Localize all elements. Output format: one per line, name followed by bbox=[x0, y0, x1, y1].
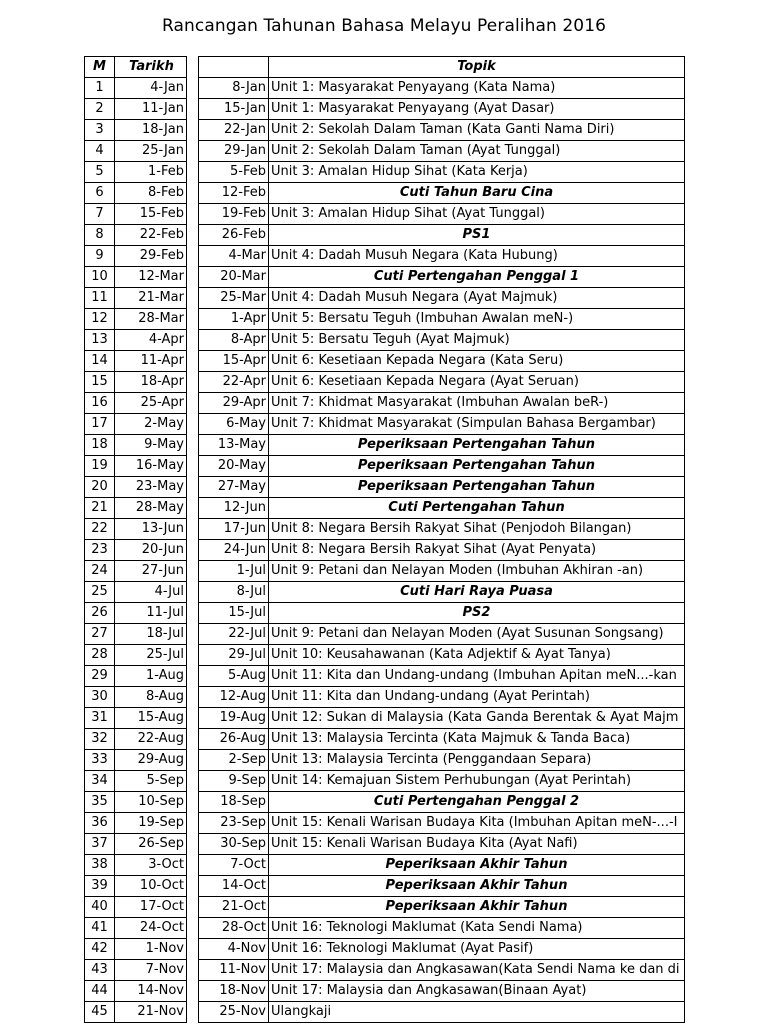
gap-cell bbox=[187, 897, 199, 918]
table-row bbox=[85, 351, 685, 372]
topic-label: Unit 1: Masyarakat Penyayang (Kata Nama) bbox=[269, 78, 685, 99]
start-date: 13-Jun bbox=[115, 519, 187, 540]
end-date: 22-Jul bbox=[199, 624, 269, 645]
topic-label: Unit 4: Dadah Musuh Negara (Kata Hubung) bbox=[269, 246, 685, 267]
week-number: 26 bbox=[85, 603, 115, 624]
topic-label: Unit 16: Teknologi Maklumat (Kata Sendi Nama) bbox=[269, 918, 685, 939]
topic-label: Unit 13: Malaysia Tercinta (Penggandaan Separa) bbox=[269, 750, 685, 771]
end-date: 25-Nov bbox=[199, 1002, 269, 1023]
end-date: 9-Sep bbox=[199, 771, 269, 792]
topic-label: Unit 7: Khidmat Masyarakat (Imbuhan Awalan beR-) bbox=[269, 393, 685, 414]
topic-label: Unit 8: Negara Bersih Rakyat Sihat (Ayat Penyata) bbox=[269, 540, 685, 561]
start-date: 15-Aug bbox=[115, 708, 187, 729]
gap-cell bbox=[187, 771, 199, 792]
end-date: 22-Jan bbox=[199, 120, 269, 141]
start-date: 15-Feb bbox=[115, 204, 187, 225]
gap-cell bbox=[187, 519, 199, 540]
gap-cell bbox=[187, 834, 199, 855]
gap-cell bbox=[187, 246, 199, 267]
end-date: 19-Feb bbox=[199, 204, 269, 225]
week-number: 19 bbox=[85, 456, 115, 477]
table-row bbox=[85, 456, 685, 477]
start-date: 28-May bbox=[115, 498, 187, 519]
start-date: 3-Oct bbox=[115, 855, 187, 876]
end-date: 1-Apr bbox=[199, 309, 269, 330]
table-row bbox=[85, 540, 685, 561]
table-row bbox=[85, 813, 685, 834]
start-date: 8-Aug bbox=[115, 687, 187, 708]
week-number: 45 bbox=[85, 1002, 115, 1023]
week-number: 15 bbox=[85, 372, 115, 393]
header-topik: Topik bbox=[269, 57, 685, 78]
gap-cell bbox=[187, 582, 199, 603]
week-number: 30 bbox=[85, 687, 115, 708]
event-label: Peperiksaan Akhir Tahun bbox=[269, 897, 685, 918]
start-date: 18-Apr bbox=[115, 372, 187, 393]
end-date: 18-Sep bbox=[199, 792, 269, 813]
start-date: 29-Aug bbox=[115, 750, 187, 771]
topic-label: Unit 14: Kemajuan Sistem Perhubungan (Ayat Perintah) bbox=[269, 771, 685, 792]
week-number: 42 bbox=[85, 939, 115, 960]
start-date: 27-Jun bbox=[115, 561, 187, 582]
end-date: 13-May bbox=[199, 435, 269, 456]
start-date: 9-May bbox=[115, 435, 187, 456]
end-date: 5-Feb bbox=[199, 162, 269, 183]
event-label: Cuti Pertengahan Tahun bbox=[269, 498, 685, 519]
end-date: 29-Jul bbox=[199, 645, 269, 666]
end-date: 6-May bbox=[199, 414, 269, 435]
end-date: 20-Mar bbox=[199, 267, 269, 288]
table-row bbox=[85, 939, 685, 960]
topic-label: Unit 9: Petani dan Nelayan Moden (Imbuhan Akhiran -an) bbox=[269, 561, 685, 582]
topic-label: Unit 16: Teknologi Maklumat (Ayat Pasif) bbox=[269, 939, 685, 960]
table-row bbox=[85, 288, 685, 309]
end-date: 30-Sep bbox=[199, 834, 269, 855]
start-date: 8-Feb bbox=[115, 183, 187, 204]
week-number: 43 bbox=[85, 960, 115, 981]
end-date: 29-Apr bbox=[199, 393, 269, 414]
week-number: 31 bbox=[85, 708, 115, 729]
start-date: 21-Mar bbox=[115, 288, 187, 309]
week-number: 6 bbox=[85, 183, 115, 204]
start-date: 22-Aug bbox=[115, 729, 187, 750]
gap-cell bbox=[187, 792, 199, 813]
topic-label: Unit 11: Kita dan Undang-undang (Ayat Perintah) bbox=[269, 687, 685, 708]
start-date: 17-Oct bbox=[115, 897, 187, 918]
table-row bbox=[85, 792, 685, 813]
end-date: 12-Jun bbox=[199, 498, 269, 519]
gap-cell bbox=[187, 498, 199, 519]
gap-cell bbox=[187, 372, 199, 393]
week-number: 29 bbox=[85, 666, 115, 687]
event-label: Peperiksaan Pertengahan Tahun bbox=[269, 477, 685, 498]
end-date: 15-Apr bbox=[199, 351, 269, 372]
end-date: 25-Mar bbox=[199, 288, 269, 309]
table-row bbox=[85, 687, 685, 708]
table-row bbox=[85, 834, 685, 855]
table-row bbox=[85, 477, 685, 498]
start-date: 10-Oct bbox=[115, 876, 187, 897]
start-date: 2-May bbox=[115, 414, 187, 435]
table-row bbox=[85, 393, 685, 414]
week-number: 25 bbox=[85, 582, 115, 603]
gap-cell bbox=[187, 603, 199, 624]
week-number: 35 bbox=[85, 792, 115, 813]
start-date: 4-Jan bbox=[115, 78, 187, 99]
gap-cell bbox=[187, 939, 199, 960]
table-row bbox=[85, 414, 685, 435]
end-date: 23-Sep bbox=[199, 813, 269, 834]
start-date: 11-Jul bbox=[115, 603, 187, 624]
table-row bbox=[85, 246, 685, 267]
gap-cell bbox=[187, 624, 199, 645]
header-week: M bbox=[85, 57, 115, 78]
start-date: 25-Jul bbox=[115, 645, 187, 666]
week-number: 2 bbox=[85, 99, 115, 120]
start-date: 23-May bbox=[115, 477, 187, 498]
end-date: 28-Oct bbox=[199, 918, 269, 939]
table-body bbox=[85, 78, 685, 1023]
topic-label: Unit 17: Malaysia dan Angkasawan(Kata Sendi Nama ke dan di bbox=[269, 960, 685, 981]
gap-cell bbox=[187, 309, 199, 330]
start-date: 4-Jul bbox=[115, 582, 187, 603]
gap-cell bbox=[187, 204, 199, 225]
end-date: 18-Nov bbox=[199, 981, 269, 1002]
start-date: 1-Aug bbox=[115, 666, 187, 687]
end-date: 4-Mar bbox=[199, 246, 269, 267]
end-date: 19-Aug bbox=[199, 708, 269, 729]
end-date: 14-Oct bbox=[199, 876, 269, 897]
table-row bbox=[85, 708, 685, 729]
topic-label: Unit 10: Keusahawanan (Kata Adjektif & Ayat Tanya) bbox=[269, 645, 685, 666]
gap-cell bbox=[187, 645, 199, 666]
table-row bbox=[85, 918, 685, 939]
start-date: 5-Sep bbox=[115, 771, 187, 792]
table-row bbox=[85, 624, 685, 645]
week-number: 10 bbox=[85, 267, 115, 288]
plan-table bbox=[84, 56, 685, 1023]
event-label: PS1 bbox=[269, 225, 685, 246]
topic-label: Unit 2: Sekolah Dalam Taman (Ayat Tunggal) bbox=[269, 141, 685, 162]
end-date: 26-Feb bbox=[199, 225, 269, 246]
table-row bbox=[85, 561, 685, 582]
week-number: 23 bbox=[85, 540, 115, 561]
week-number: 9 bbox=[85, 246, 115, 267]
start-date: 26-Sep bbox=[115, 834, 187, 855]
event-label: Peperiksaan Akhir Tahun bbox=[269, 855, 685, 876]
week-number: 1 bbox=[85, 78, 115, 99]
week-number: 12 bbox=[85, 309, 115, 330]
gap-cell bbox=[187, 267, 199, 288]
gap-cell bbox=[187, 414, 199, 435]
week-number: 34 bbox=[85, 771, 115, 792]
gap-cell bbox=[187, 960, 199, 981]
table-row bbox=[85, 897, 685, 918]
topic-label: Unit 6: Kesetiaan Kepada Negara (Kata Seru) bbox=[269, 351, 685, 372]
end-date: 2-Sep bbox=[199, 750, 269, 771]
end-date: 7-Oct bbox=[199, 855, 269, 876]
week-number: 14 bbox=[85, 351, 115, 372]
gap-cell bbox=[187, 918, 199, 939]
end-date: 27-May bbox=[199, 477, 269, 498]
end-date: 4-Nov bbox=[199, 939, 269, 960]
header-end-date bbox=[199, 57, 269, 78]
topic-label: Unit 5: Bersatu Teguh (Imbuhan Awalan meN-) bbox=[269, 309, 685, 330]
week-number: 11 bbox=[85, 288, 115, 309]
gap-cell bbox=[187, 561, 199, 582]
gap-cell bbox=[187, 876, 199, 897]
table-row bbox=[85, 855, 685, 876]
week-number: 18 bbox=[85, 435, 115, 456]
gap-cell bbox=[187, 183, 199, 204]
gap-cell bbox=[187, 666, 199, 687]
end-date: 29-Jan bbox=[199, 141, 269, 162]
table-row bbox=[85, 519, 685, 540]
end-date: 17-Jun bbox=[199, 519, 269, 540]
end-date: 20-May bbox=[199, 456, 269, 477]
topic-label: Unit 5: Bersatu Teguh (Ayat Majmuk) bbox=[269, 330, 685, 351]
week-number: 17 bbox=[85, 414, 115, 435]
end-date: 15-Jan bbox=[199, 99, 269, 120]
header-tarikh: Tarikh bbox=[115, 57, 187, 78]
week-number: 40 bbox=[85, 897, 115, 918]
table-row bbox=[85, 141, 685, 162]
topic-label: Unit 13: Malaysia Tercinta (Kata Majmuk & Tanda Baca) bbox=[269, 729, 685, 750]
start-date: 25-Jan bbox=[115, 141, 187, 162]
start-date: 18-Jul bbox=[115, 624, 187, 645]
gap-cell bbox=[187, 855, 199, 876]
start-date: 10-Sep bbox=[115, 792, 187, 813]
gap-cell bbox=[187, 141, 199, 162]
header-gap bbox=[187, 57, 199, 78]
week-number: 8 bbox=[85, 225, 115, 246]
event-label: Cuti Pertengahan Penggal 2 bbox=[269, 792, 685, 813]
end-date: 12-Feb bbox=[199, 183, 269, 204]
topic-label: Unit 15: Kenali Warisan Budaya Kita (Imbuhan Apitan meN-...-I bbox=[269, 813, 685, 834]
table-row bbox=[85, 162, 685, 183]
table-row bbox=[85, 981, 685, 1002]
gap-cell bbox=[187, 1002, 199, 1023]
table-row bbox=[85, 498, 685, 519]
week-number: 21 bbox=[85, 498, 115, 519]
topic-label: Unit 11: Kita dan Undang-undang (Imbuhan Apitan meN...-kan bbox=[269, 666, 685, 687]
week-number: 4 bbox=[85, 141, 115, 162]
table-row bbox=[85, 267, 685, 288]
gap-cell bbox=[187, 393, 199, 414]
topic-label: Unit 3: Amalan Hidup Sihat (Kata Kerja) bbox=[269, 162, 685, 183]
event-label: Peperiksaan Pertengahan Tahun bbox=[269, 435, 685, 456]
topic-label: Unit 17: Malaysia dan Angkasawan(Binaan Ayat) bbox=[269, 981, 685, 1002]
gap-cell bbox=[187, 981, 199, 1002]
end-date: 26-Aug bbox=[199, 729, 269, 750]
start-date: 12-Mar bbox=[115, 267, 187, 288]
week-number: 39 bbox=[85, 876, 115, 897]
start-date: 1-Feb bbox=[115, 162, 187, 183]
gap-cell bbox=[187, 435, 199, 456]
topic-label: Unit 15: Kenali Warisan Budaya Kita (Ayat Nafi) bbox=[269, 834, 685, 855]
start-date: 28-Mar bbox=[115, 309, 187, 330]
gap-cell bbox=[187, 162, 199, 183]
topic-label: Unit 8: Negara Bersih Rakyat Sihat (Penjodoh Bilangan) bbox=[269, 519, 685, 540]
start-date: 14-Nov bbox=[115, 981, 187, 1002]
week-number: 41 bbox=[85, 918, 115, 939]
gap-cell bbox=[187, 708, 199, 729]
end-date: 8-Jan bbox=[199, 78, 269, 99]
table-row bbox=[85, 309, 685, 330]
end-date: 24-Jun bbox=[199, 540, 269, 561]
week-number: 32 bbox=[85, 729, 115, 750]
week-number: 3 bbox=[85, 120, 115, 141]
end-date: 15-Jul bbox=[199, 603, 269, 624]
table-row bbox=[85, 1002, 685, 1023]
gap-cell bbox=[187, 687, 199, 708]
gap-cell bbox=[187, 330, 199, 351]
table-row bbox=[85, 120, 685, 141]
week-number: 36 bbox=[85, 813, 115, 834]
table-row bbox=[85, 99, 685, 120]
event-label: Peperiksaan Pertengahan Tahun bbox=[269, 456, 685, 477]
end-date: 1-Jul bbox=[199, 561, 269, 582]
gap-cell bbox=[187, 99, 199, 120]
gap-cell bbox=[187, 225, 199, 246]
table-row bbox=[85, 183, 685, 204]
week-number: 22 bbox=[85, 519, 115, 540]
end-date: 8-Apr bbox=[199, 330, 269, 351]
table-row bbox=[85, 876, 685, 897]
week-number: 13 bbox=[85, 330, 115, 351]
gap-cell bbox=[187, 351, 199, 372]
gap-cell bbox=[187, 288, 199, 309]
event-label: PS2 bbox=[269, 603, 685, 624]
start-date: 1-Nov bbox=[115, 939, 187, 960]
end-date: 5-Aug bbox=[199, 666, 269, 687]
week-number: 24 bbox=[85, 561, 115, 582]
gap-cell bbox=[187, 78, 199, 99]
topic-label: Unit 6: Kesetiaan Kepada Negara (Ayat Seruan) bbox=[269, 372, 685, 393]
week-number: 16 bbox=[85, 393, 115, 414]
start-date: 19-Sep bbox=[115, 813, 187, 834]
start-date: 24-Oct bbox=[115, 918, 187, 939]
start-date: 29-Feb bbox=[115, 246, 187, 267]
table-row bbox=[85, 435, 685, 456]
topic-label: Unit 1: Masyarakat Penyayang (Ayat Dasar) bbox=[269, 99, 685, 120]
topic-label: Ulangkaji bbox=[269, 1002, 685, 1023]
event-label: Cuti Tahun Baru Cina bbox=[269, 183, 685, 204]
week-number: 44 bbox=[85, 981, 115, 1002]
gap-cell bbox=[187, 813, 199, 834]
topic-label: Unit 9: Petani dan Nelayan Moden (Ayat Susunan Songsang) bbox=[269, 624, 685, 645]
week-number: 7 bbox=[85, 204, 115, 225]
start-date: 25-Apr bbox=[115, 393, 187, 414]
gap-cell bbox=[187, 477, 199, 498]
table-row bbox=[85, 750, 685, 771]
table-row bbox=[85, 225, 685, 246]
week-number: 37 bbox=[85, 834, 115, 855]
table-row bbox=[85, 771, 685, 792]
end-date: 12-Aug bbox=[199, 687, 269, 708]
gap-cell bbox=[187, 120, 199, 141]
end-date: 8-Jul bbox=[199, 582, 269, 603]
week-number: 33 bbox=[85, 750, 115, 771]
event-label: Peperiksaan Akhir Tahun bbox=[269, 876, 685, 897]
start-date: 16-May bbox=[115, 456, 187, 477]
end-date: 21-Oct bbox=[199, 897, 269, 918]
start-date: 20-Jun bbox=[115, 540, 187, 561]
table-row bbox=[85, 729, 685, 750]
week-number: 20 bbox=[85, 477, 115, 498]
week-number: 5 bbox=[85, 162, 115, 183]
table-row bbox=[85, 582, 685, 603]
week-number: 28 bbox=[85, 645, 115, 666]
start-date: 18-Jan bbox=[115, 120, 187, 141]
document-title: Rancangan Tahunan Bahasa Melayu Peralihan 2016 bbox=[161, 16, 607, 36]
gap-cell bbox=[187, 750, 199, 771]
start-date: 4-Apr bbox=[115, 330, 187, 351]
table-row bbox=[85, 372, 685, 393]
week-number: 27 bbox=[85, 624, 115, 645]
topic-label: Unit 7: Khidmat Masyarakat (Simpulan Bahasa Bergambar) bbox=[269, 414, 685, 435]
event-label: Cuti Pertengahan Penggal 1 bbox=[269, 267, 685, 288]
event-label: Cuti Hari Raya Puasa bbox=[269, 582, 685, 603]
table-row bbox=[85, 204, 685, 225]
end-date: 11-Nov bbox=[199, 960, 269, 981]
start-date: 22-Feb bbox=[115, 225, 187, 246]
table-row bbox=[85, 666, 685, 687]
gap-cell bbox=[187, 456, 199, 477]
topic-label: Unit 2: Sekolah Dalam Taman (Kata Ganti Nama Diri) bbox=[269, 120, 685, 141]
table-row bbox=[85, 960, 685, 981]
topic-label: Unit 4: Dadah Musuh Negara (Ayat Majmuk) bbox=[269, 288, 685, 309]
table-row bbox=[85, 78, 685, 99]
start-date: 21-Nov bbox=[115, 1002, 187, 1023]
topic-label: Unit 12: Sukan di Malaysia (Kata Ganda Berentak & Ayat Majm bbox=[269, 708, 685, 729]
table-row bbox=[85, 603, 685, 624]
end-date: 22-Apr bbox=[199, 372, 269, 393]
gap-cell bbox=[187, 540, 199, 561]
topic-label: Unit 3: Amalan Hidup Sihat (Ayat Tunggal) bbox=[269, 204, 685, 225]
table-header-row bbox=[85, 57, 685, 78]
table-row bbox=[85, 645, 685, 666]
week-number: 38 bbox=[85, 855, 115, 876]
start-date: 11-Jan bbox=[115, 99, 187, 120]
table-row bbox=[85, 330, 685, 351]
start-date: 7-Nov bbox=[115, 960, 187, 981]
start-date: 11-Apr bbox=[115, 351, 187, 372]
gap-cell bbox=[187, 729, 199, 750]
